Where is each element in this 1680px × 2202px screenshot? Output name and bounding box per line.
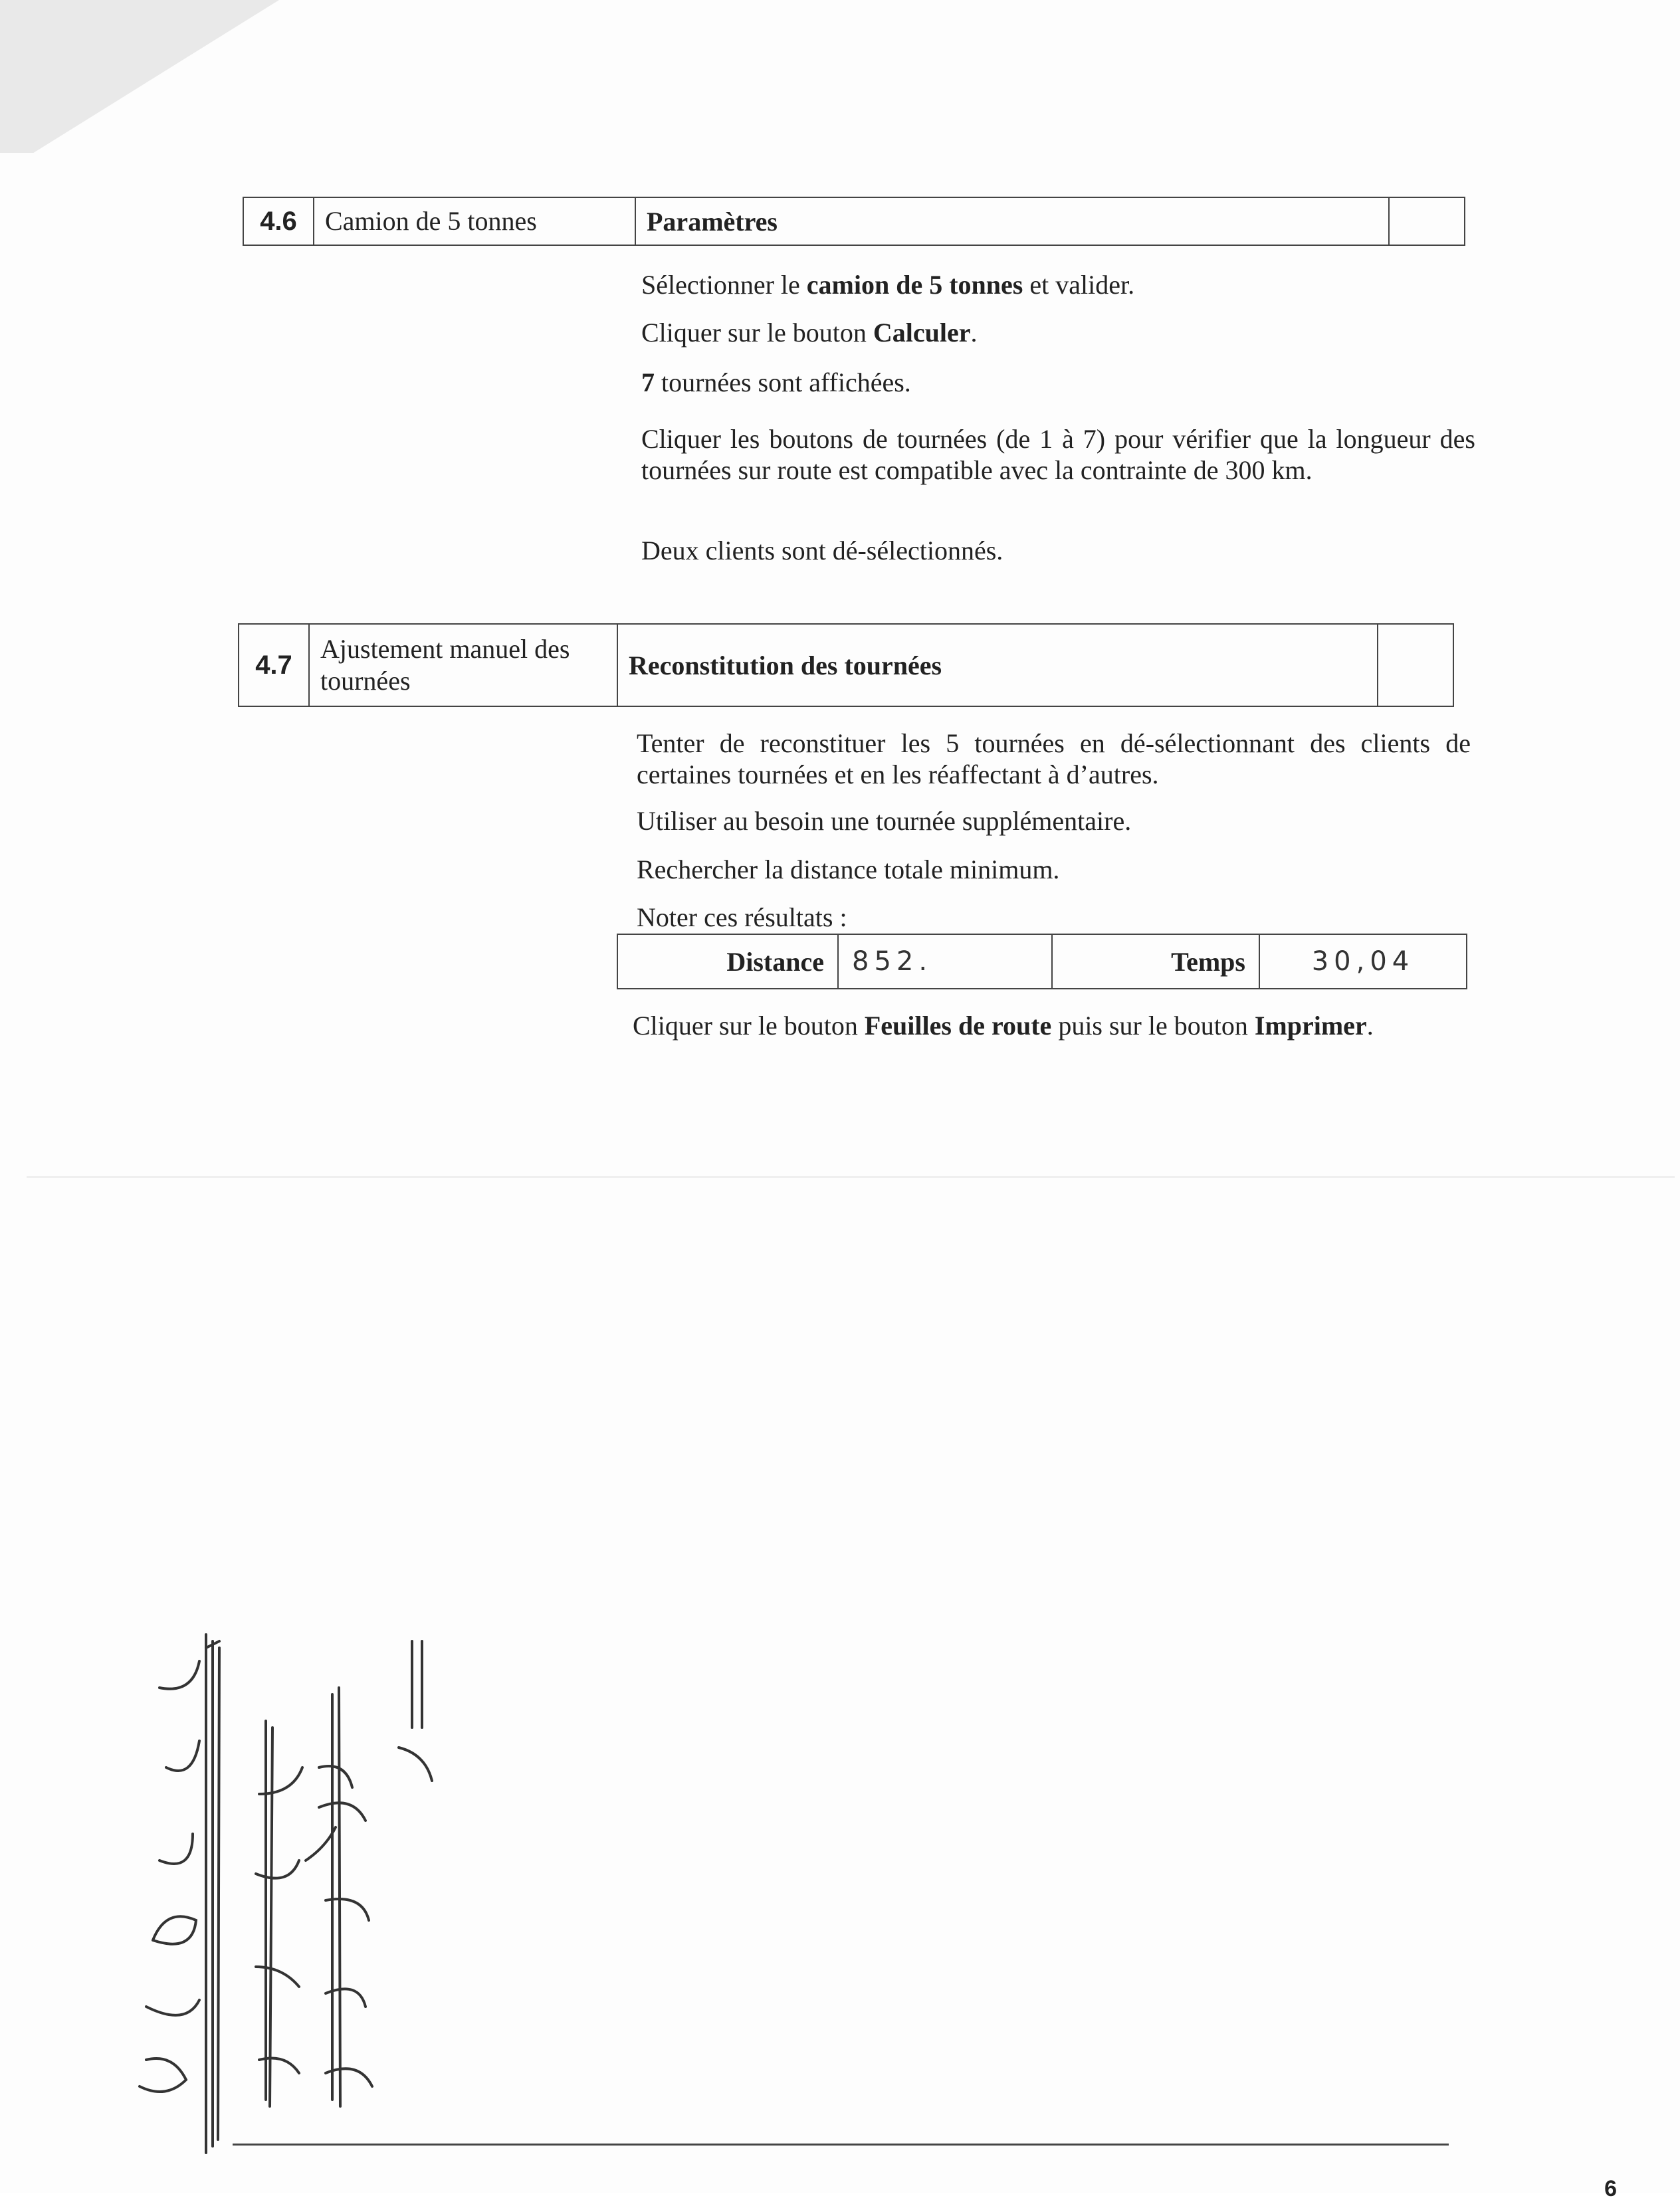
step-extra-tour: Utiliser au besoin une tournée supplémentaire. [637,806,1132,836]
section-title: Paramètres [635,197,1389,245]
step-note-results: Noter ces résultats : [637,902,847,932]
section-4-6-header [243,197,1465,246]
handwriting-svg [106,1595,452,2166]
checkbox-cell [1378,624,1453,706]
section-number: 4.7 [239,624,309,706]
page-fold-line [27,1176,1675,1178]
step-check-tours: Cliquer les boutons de tournées (de 1 à 7) pour vérifier que la longueur des tournées sur route est compatible avec la contrainte de 300 km. [641,424,1475,485]
step-min-distance: Rechercher la distance totale minimum. [637,854,1060,884]
results-table [617,934,1467,989]
footer-rule [233,2144,1449,2146]
folded-corner [0,0,279,153]
distance-value: 852. [838,934,1052,989]
step-print-route-sheets: Cliquer sur le bouton Feuilles de route puis sur le bouton Imprimer. [633,1011,1374,1041]
step-tours-displayed: 7 tournées sont affichées. [641,367,911,397]
step-reconstitute: Tenter de reconstituer les 5 tournées en dé-sélectionnant des clients de certaines tournées et en les réaffectant à d’autres. [637,728,1471,789]
step-click-calculer: Cliquer sur le bouton Calculer. [641,318,978,348]
page-number: 6 [1604,2176,1617,2201]
checkbox-cell [1389,197,1465,245]
step-select-truck: Sélectionner le camion de 5 tonnes et valider. [641,270,1135,300]
section-label: Camion de 5 tonnes [314,197,635,245]
time-label: Temps [1052,934,1259,989]
handwritten-margin-notes [106,1595,452,2166]
distance-label: Distance [617,934,838,989]
step-deselected-clients: Deux clients sont dé-sélectionnés. [641,536,1003,565]
section-number: 4.6 [243,197,314,245]
section-label: Ajustement manuel des tournées [309,624,617,706]
section-title: Reconstitution des tournées [617,624,1378,706]
section-4-7-header [238,623,1454,707]
time-value: 30,04 [1259,934,1467,989]
